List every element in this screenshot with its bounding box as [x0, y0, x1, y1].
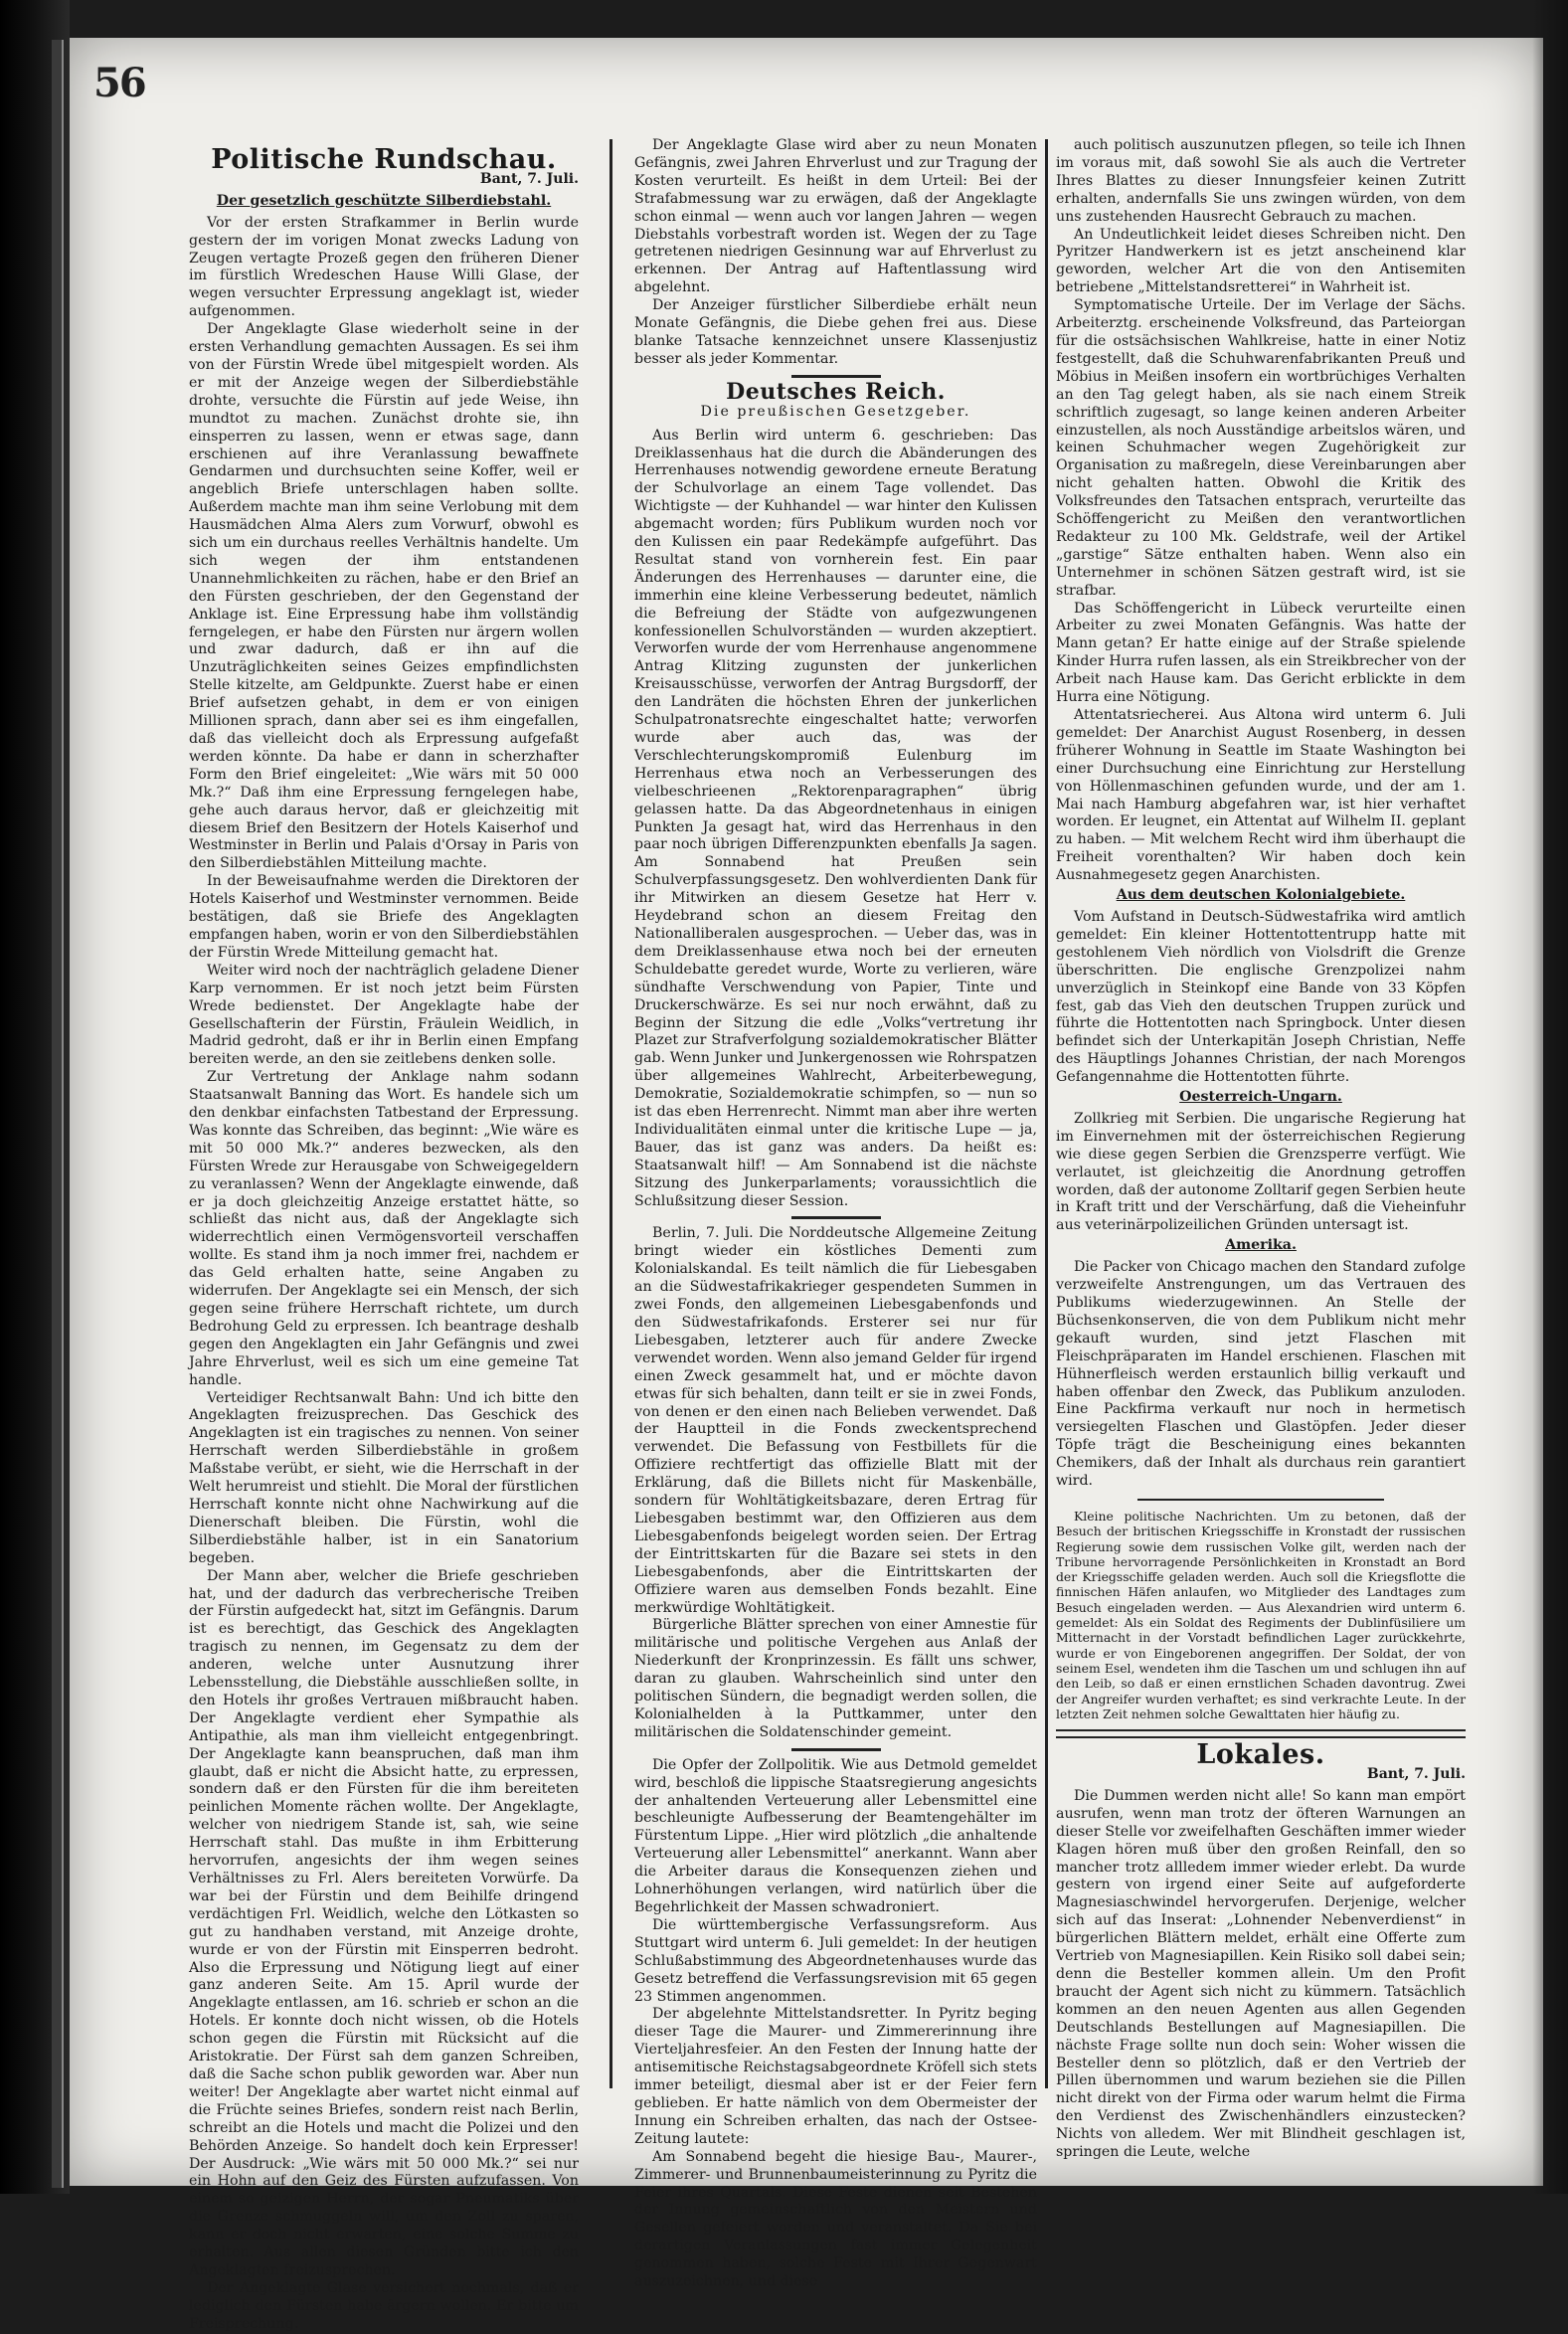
- separator: [791, 1216, 881, 1219]
- section-title-lokales: Lokales.: [1196, 1739, 1325, 1771]
- article-paragraph: Vor der ersten Strafkammer in Berlin wurde gestern der im vorigen Monat zwecks Ladung von Zeugen vertagte Prozeß gegen den früheren Diener im fürstlich Wredeschen Hause Willi Glase, der wegen versuchter Erpressung angeklagt ist, wieder aufgenommen.: [189, 214, 579, 320]
- separator: [791, 375, 881, 378]
- column-2: [634, 137, 1037, 2290]
- section-heading-kolonial: Aus dem deutschen Kolonialgebiete.: [1116, 887, 1406, 904]
- article-paragraph: Zollkrieg mit Serbien. Die ungarische Regierung hat im Einvernehmen mit der österreichischen Regierung wie diese gegen Serbien die Grenzsperre verfügt. Wie verlautet, ist gleichzeitig die Anordnung getroffen worden, daß der autonome Zolltarif gegen Serbien heute in Kraft tritt und der Verschärfung, daß die Vieheinfuhr aus veterinärpolizeilichen Gründen untersagt ist.: [1056, 1110, 1466, 1234]
- separator: [791, 1748, 881, 1751]
- column-rule-1: [610, 139, 612, 2088]
- article-paragraph: Symptomatische Urteile. Der im Verlage der Sächs. Arbeiterztg. erscheinende Volksfreund, das Parteiorgan für die ostsächsischen Wahlkreise, hatte in einer Notiz festgestellt, daß die Schuhwarenfabrikanten Preuß und Möbius in Meißen insofern ein wortbrüchiges Verhalten an den Tag gelegt haben, als sie nach einem Streik schriftlich zugesagt, so lange keinen anderen Arbeiter einzustellen, als noch Ausständige arbeitslos wären, und keinen Schuhmacher wegen Zugehörigkeit zur Organisation zu maßregeln, diese Vereinbarungen aber nicht gehalten hatten. Obwohl die Kritik des Volksfreundes den Tatsachen entsprach, verurteilte das Schöffengericht zu Meißen den verantwortlichen Redakteur zu 100 Mk. Geldstrafe, weil der Artikel „garstige“ Sätze enthalten haben. Wenn also ein Unternehmer in schönen Sätzen gestraft wird, ist sie strafbar.: [1056, 297, 1466, 599]
- article-headline: Der gesetzlich geschützte Silberdiebstahl.: [216, 192, 552, 209]
- article-paragraph: Weiter wird noch der nachträglich geladene Diener Karp vernommen. Er ist noch jetzt beim Fürsten Wrede bedienstet. Der Angeklagte habe der Gesellschafterin der Fürstin, Fräulein Weidlich, in Madrid gedroht, daß er ihr in Berlin einen Empfang bereiten werde, an den sie zeitlebens denken solle.: [189, 962, 579, 1068]
- article-paragraph: Die württembergische Verfassungsreform. Aus Stuttgart wird unterm 6. Juli gemeldet: In der heutigen Schlußabstimmung des Abgeordnetenhauses wurde das Gesetz betreffend die Verfassungsrevision mit 65 gegen 23 Stimmen angenommen.: [634, 1916, 1037, 2005]
- article-paragraph: Das Schöffengericht in Lübeck verurteilte einen Arbeiter zu zwei Monaten Gefängnis. Was hatte der Mann getan? Er hatte einige auf der Straße spielende Kinder Hurra rufen lassen, als ein Streikbrecher von der Arbeit nach Hause kam. Das Gericht erblickte in dem Hurra eine Nötigung.: [1056, 600, 1466, 706]
- article-paragraph: Attentatsriecherei. Aus Altona wird unterm 6. Juli gemeldet: Der Anarchist August Rosenberg, in dessen früherer Wohnung in Seattle im Staate Washington bei einer Durchsuchung eine Einrichtung zur Herstellung von Höllenmaschinen gefunden wurde, und der am 1. Mai nach Hamburg abgefahren war, ist hier verhaftet worden. Er leugnet, ein Attentat auf Wilhelm II. geplant zu haben. — Mit welchem Recht wird ihm überhaupt die Freiheit vorenthalten? Wir haben doch kein Ausnahmegesetz gegen Anarchisten.: [1056, 707, 1466, 884]
- separator: [1137, 1499, 1383, 1501]
- article-paragraph: auch politisch auszunutzen pflegen, so teile ich Ihnen im voraus mit, daß sowohl Sie als auch die Vertreter Ihres Blattes zu dieser Innungsfeier keinen Zutritt erhalten, andernfalls Sie uns zwingen würden, von dem uns zustehenden Hausrecht Gebrauch zu machen.: [1056, 137, 1466, 225]
- article-paragraph: Der Mann aber, welcher die Briefe geschrieben hat, und der dadurch das verbrecherische Treiben der Fürstin aufgedeckt hat, sitzt im Gefängnis. Darum ist es berechtigt, das Geschick des Angeklagten tragisch zu nennen, im Gegensatz zu dem der anderen, welche unter Ausnutzung ihrer Lebensstellung, die Diebstähle ausschließen sollte, in den Hotels ihr großes Vertrauen mißbraucht haben. Der Angeklagte verdient eher Sympathie als Antipathie, als man ihm vielleicht entgegenbringt. Der Angeklagte kann beanspruchen, daß man ihm glaubt, daß er nicht die Absicht hatte, zu erpressen, sondern daß er den Fürsten für die ihm bereiteten peinlichen Momente rächen wollte. Der Angeklagte, welcher von niedrigem Stande ist, sah, wie seine Herrschaft stahl. Das mußte in ihm Erbitterung hervorrufen, angesichts der ihm wegen seines Verhältnisses zu Frl. Alers bereiteten Vorwürfe. Da war bei der Fürstin und dem Beihilfe dringend verdächtigen Frl. Weidlich, welche den Lötkasten so gut zu handhaben verstand, mit Anzeige drohte, wurde er von der Fürstin mit Einsperren bedroht. Also die Erpressung und Nötigung liegt auf einer ganz anderen Seite. Am 15. April wurde der Angeklagte entlassen, am 16. schrieb er schon an die Hotels. Er konnte doch nicht wissen, ob die Hotels schon gegen die Fürstin mit Rücksicht auf die Aristokratie. Der Fürst sah dem ganzen Schreiben, daß die Sache schon publik geworden war. Aber nun weiter! Der Angeklagte aber wartet nicht einmal auf die Früchte seines Briefes, sondern reist nach Berlin, schreibt an die Hotels und macht die Polizei und den Behörden Anzeige. So handelt doch kein Erpresser! Der Ausdruck: „Wie wärs mit 50 000 Mk.?“ sei nur ein Hohn auf den Geiz des Fürsten aufzufassen. Von einem so geizigen Herrn, der sogar Pneumatiks über die Grenze schmuggeln will, um den Zoll zu sparen, kann er doch nicht erwarten, eine solche Summe zu erhalten. Aus allen diesen Gründen bitte ich den Angeklagten freizusprechen.: [189, 1567, 579, 2278]
- article-paragraph: Bürgerliche Blätter sprechen von einer Amnestie für militärische und politische Vergehen aus Anlaß der Niederkunft der Kronprinzessin. Es fällt uns schwer, daran zu glauben. Wahrscheinlich sind unter den politischen Sündern, die begnadigt werden sollen, die Kolonialhelden à la Puttkammer, unter den militärischen die Soldatenschinder gemeint.: [634, 1617, 1037, 1740]
- section-heading-oesterreich: Oesterreich-Ungarn.: [1179, 1089, 1342, 1106]
- small-news-paragraph: Kleine politische Nachrichten. Um zu betonen, daß der Besuch der britischen Kriegsschiffe in Kronstadt der russischen Regierung sowie dem russischen Volke gilt, werden nach der Tribune hervorragende Persönlichkeiten in Kronstadt an Bord der Kriegsschiffe geladen werden. Auch soll die Kriegsflotte die finnischen Häfen anlaufen, wo Mitglieder des Landtages zum Besuch eingeladen werden. — Aus Alexandrien wird unterm 6. gemeldet: Als ein Soldat des Regiments der Dublinfüsiliere um Mitternacht in der Vorstadt befindlichen Lager zurückkehrte, wurde er von Eingeborenen angegriffen. Der Soldat, der von seinem Esel, wendeten ihm die Taschen um und schlugen ihn auf den Leib, so daß er einen ernstlichen Schaden davontrug. Zwei der Angreifer wurden verhaftet; es sind verkrachte Leute. In der letzten Zeit nehmen solche Gewalttaten hier häufig zu.: [1056, 1508, 1466, 1721]
- article-paragraph: Aus Berlin wird unterm 6. geschrieben: Das Dreiklassenhaus hat die durch die Abänderungen des Herrenhauses notwendig gewordene erneute Beratung der Schulvorlage an einem Tage vollendet. Das Wichtigste — der Kuhhandel — war hinter den Kulissen abgemacht worden; fürs Publikum wurden noch vor den Kulissen ein paar Redekämpfe aufgeführt. Das Resultat stand von vornherein fest. Ein paar Änderungen des Herrenhauses — darunter eine, die immerhin eine kleine Verbesserung bedeutet, nämlich die Befreiung der Städte von aufgezwungenen konfessionellen Schulvorständen — wurden akzeptiert. Verworfen wurde der vom Herrenhause angenommene Antrag Klitzing zugunsten der junkerlichen Kreisausschüsse, verworfen der Antrag Burgsdorff, der den Landräten die höchsten Ehren der junkerlichen Schulpatronatsrechte eingeschaltet hatte; verworfen wurde aber auch das, was der Verschlechterungskompromiß Eulenburg im Herrenhaus etwa noch an Verbesserungen des vielbeschrieenen „Rektorenparagraphen“ übrig gelassen hatte. Da das Abgeordnetenhaus in einigen Punkten Ja gesagt hat, wird das Herrenhaus in den paar noch übrigen Differenzpunkten ebenfalls Ja sagen. Am Sonnabend hat Preußen sein Schulverpfassungsgesetz. Den wohlverdienten Dank für ihr Mitwirken an diesem Gesetze hat Herr v. Heydebrand schon an diesem Freitag den Nationalliberalen ausgesprochen. — Ueber das, was in dem Dreiklassenhause etwa noch bei der erneuten Schuldebatte geredet wurde, Worte zu verlieren, wäre sündhafte Verschwendung von Papier, Tinte und Druckerschwärze. Es sei nur noch erwähnt, daß zu Beginn der Sitzung die edle „Volks“vertretung ihr Plazet zur Strafverfolgung sozialdemokratischer Blätter gab. Wenn Junker und Junkergenossen wie Rohrspatzen über allgemeines Wahlrecht, Arbeiterbewegung, Demokratie, Sozialdemokratie schimpfen, so — nun so ist das eben Herrenrecht. Nimmt man aber ihre werten Individualitäten einmal unter die kritische Lupe — ja, Bauer, das ist ganz was anders. Da heißt es: Staatsanwalt hilf! — Am Sonnabend ist die nächste Sitzung des Junkerparlaments; voraussichtlich die Schlußsitzung dieser Session.: [634, 427, 1037, 1209]
- article-paragraph: Die Opfer der Zollpolitik. Wie aus Detmold gemeldet wird, beschloß die lippische Staatsregierung angesichts der anhaltenden Verteuerung aller Lebensmittel eine beschleunigte Aufbesserung der Beamtengehälter im Fürstentum Lippe. „Hier wird plötzlich „die anhaltende Verteuerung aller Lebensmittel“ anerkannt. Wann aber die Arbeiter daraus die Konsequenzen ziehen und Lohnerhöhungen verlangen, wird natürlich über die Begehrlichkeit der Massen schwadroniert.: [634, 1756, 1037, 1915]
- article-paragraph: Der Angeklagte Glase wiederholt seine in der ersten Verhandlung gemachten Aussagen. Es sei ihm von der Fürstin Wrede übel mitgespielt worden. Als er mit der Anzeige wegen der Silberdiebstähle drohte, versuchte die Fürstin auf jede Weise, ihn mundtot zu machen. Zunächst drohte sie, ihn einsperren zu lassen, wenn er etwas sage, dann erschienen auf ihre Veranlassung bewaffnete Gendarmen und durchsuchten seine Koffer, weil er angeblich Briefe unterschlagen haben sollte. Außerdem machte man ihm seine Verlobung mit dem Hausmädchen Alma Alers zum Vorwurf, obwohl es sich um ein durchaus reelles Verhältnis handelte. Um sich wegen der ihm entstandenen Unannehmlichkeiten zu rächen, habe er den Brief an den Fürsten geschrieben, der den Gegenstand der Anklage ist. Eine Erpressung habe ihm vollständig ferngelegen, er habe den Fürsten nur ärgern wollen und zwar dadurch, daß er ihn auf die Unzuträglichkeiten seines Geizes empfindlichsten Stelle kitzelte, am Geldpunkte. Zuerst habe er einen Brief aufsetzen gehabt, in dem er von einigen Millionen sprach, dann aber sei es ihm eingefallen, daß das vielleicht doch als Erpressung aufgefaßt werden könnte. Da habe er dann in scherzhafter Form den Brief eingeleitet: „Wie wärs mit 50 000 Mk.?“ Daß ihm eine Erpressung ferngelegen habe, gehe auch daraus hervor, daß er gleichzeitig mit diesem Brief den Besitzern der Hotels Kaiserhof und Westminster in Berlin und Palais d'Orsay in Paris von den Silberdiebstählen Mitteilung machte.: [189, 321, 579, 872]
- article-paragraph: Der Angeklagte Glase versichert nochmals, daß er lediglich den Fürsten habe ärgern wollen. Er bitte um Freisprechung.: [189, 2279, 579, 2332]
- article-paragraph: Der Anzeiger fürstlicher Silberdiebe erhält neun Monate Gefängnis, die Diebe gehen frei aus. Diese blanke Tatsache kennzeichnet unsere Klassenjustiz besser als jeder Kommentar.: [634, 297, 1037, 367]
- article-paragraph: Der Angeklagte Glase wird aber zu neun Monaten Gefängnis, zwei Jahren Ehrverlust und zur Tragung der Kosten verurteilt. Es heißt in dem Urteil: Bei der Strafabmessung war zu erwägen, daß der Angeklagte schon einmal — wenn auch vor langen Jahren — wegen Diebstahls vorbestraft worden ist. Wegen der zu Tage getretenen niedrigen Gesinnung war auf Ehrverlust zu erkennen. Der Antrag auf Haftentlassung wird abgelehnt.: [634, 137, 1037, 296]
- dateline: Bant, 7. Juli.: [1366, 1766, 1466, 1783]
- article-paragraph: Am Sonnabend begeht die hiesige Bau-, Maurer-, Zimmerer- und Brunnenbaumeisterinnung zu Pyritz die Feier ihres Quartals. Diese Feste dienen seit Bestehen der Innung gemeinschaftlich von den Meistern und Gesellen gefeiert worden und veranstaltet. Da Sie bei derartigen Veranlassungen fast immer Gelegenheit genommen haben, solche Feste mit Ihrer Gegenwart auszuzeichnen, und diese: [634, 2148, 1037, 2290]
- section-title-deutsches-reich: Deutsches Reich.: [726, 378, 946, 405]
- column-rule-2: [1045, 139, 1048, 2088]
- page-edge: [52, 40, 64, 2188]
- article-paragraph: Die Packer von Chicago machen den Standard zufolge verzweifelte Anstrengungen, um das Vertrauen des Publikums wiederzugewinnen. An Stelle der Büchsenkonserven, die von dem Publikum nicht mehr gekauft wurden, sind jetzt Flaschen mit Fleischpräparaten im Handel erschienen. Flaschen mit Hühnerfleisch werden erstaunlich billig verkauft und haben offenbar den Zweck, das Publikum anzuloden. Eine Packfirma verkauft nur noch in hermetisch versiegelten Flaschen und Glastöpfen. Jeder dieser Töpfe trägt die Bescheinigung eines bekannten Chemikers, daß der Inhalt als durchaus rein garantiert wird.: [1056, 1259, 1466, 1490]
- article-paragraph: An Undeutlichkeit leidet dieses Schreiben nicht. Den Pyritzer Handwerkern ist es jetzt anscheinend klar geworden, welcher Art die von den Antisemiten betriebene „Mittelstandsretterei“ in Wahrheit ist.: [1056, 226, 1466, 296]
- dateline: Bant, 7. Juli.: [479, 170, 579, 187]
- double-separator: [1056, 1729, 1466, 1738]
- article-paragraph: Berlin, 7. Juli. Die Norddeutsche Allgemeine Zeitung bringt wieder ein köstliches Dementi zum Kolonialskandal. Es teilt nämlich die für Liebesgaben an die Südwestafrikakrieger gespendeten Summen in zwei Fonds, den allgemeinen Liebesgabenfonds und den Südwestafrikafonds. Ersterer sei nur für Liebesgaben, letzterer auch für andere Zwecke verwendet worden. Wenn also jemand Gelder für irgend einen Zweck gesammelt hat, und er möchte davon etwas für sich behalten, dann teilt er sie in zwei Fonds, von denen er den einen nach Belieben verwendet. Daß der Hauptteil in die Fonds zweckentsprechend verwendet. Die Befassung von Festbillets für die Offiziere rechtfertigt das offizielle Blatt mit der Erklärung, daß die Billets nicht für Maskenbälle, sondern für Wohltätigkeitsbazare, deren Ertrag für Liebesgaben bestimmt war, den Offizieren aus dem Liebesgabenfonds beigelegt worden seien. Der Ertrag der Eintrittskarten für die Bazare sei stets in den Liebesgabenfonds, aber die Eintrittskarten der Offiziere waren aus demselben Fonds bezahlt. Eine merkwürdige Wohltätigkeit.: [634, 1225, 1037, 1616]
- article-paragraph: Verteidiger Rechtsanwalt Bahn: Und ich bitte den Angeklagten freizusprechen. Das Geschick des Angeklagten ist ein tragisches zu nennen. Von seiner Herrschaft werden Silberdiebstähle in großem Maßstabe verübt, er sieht, wie die Herrschaft in der Welt herumreist und stiehlt. Die Moral der fürstlichen Herrschaft konnte nicht ohne Nachwirkung auf die Dienerschaft bleiben. Die Fürstin, wohl die Silberdiebstähle halber, ist in ein Sanatorium begeben.: [189, 1389, 579, 1566]
- column-1: [189, 144, 579, 2332]
- right-shadow: [1532, 0, 1568, 2194]
- page-number: 56: [93, 60, 145, 106]
- article-paragraph: Zur Vertretung der Anklage nahm sodann Staatsanwalt Banning das Wort. Es handele sich um den denkbar einfachsten Tatbestand der Erpressung. Was konnte das Schreiben, das beginnt: „Wie wäre es mit 50 000 Mk.?“ anderes bezwecken, als den Fürsten Wrede zur Herausgabe von Schweigegeldern zu veranlassen? Wenn der Angeklagte einwende, daß er ja doch gleichzeitig Anzeige erstattet hätte, so schließt das nicht aus, daß der Angeklagte sich widerrechtlich einen Vermögensvorteil verschaffen wollte. Es stand ihm ja noch immer frei, nachdem er das Geld erhalten hatte, seine Angaben zu widerrufen. Der Angeklagte sei ein Mensch, der sich gegen seine frühere Herrschaft richtete, um durch Bedrohung Geld zu erpressen. Ich beantrage deshalb gegen den Angeklagten ein Jahr Gefängnis und zwei Jahre Ehrverlust, weil es sich um eine gemeine Tat handle.: [189, 1069, 579, 1388]
- article-paragraph: Die Dummen werden nicht alle! So kann man empört ausrufen, wenn man trotz der öfteren Warnungen an dieser Stelle vor zweifelhaften Geschäften immer wieder Klagen hören muß über den großen Reinfall, den so mancher trotz allledem immer wieder erlebt. Da wurde gestern von irgend einer Seite auf aufgeforderte Magnesiaschwindel hervorgerufen. Derjenige, welcher sich auf das Inserat: „Lohnender Nebenverdienst“ in bürgerlichen Blättern meldet, erhält eine Offerte zum Vertrieb von Magnesiapillen. Kein Risiko soll dabei sein; denn die Besteller kommen allein. Um den Profit braucht der Agent sich nicht zu kümmern. Tatsächlich kommen an den neuen Agenten aus allen Gegenden Deutschlands Bestellungen auf Magnesiapillen. Die nächste Frage sollte nun doch sein: Woher wissen die Besteller denn so plötzlich, daß er den Vertrieb der Pillen übernommen und warum beziehen sie die Pillen nicht direkt von der Firma oder warum helmt die Firma den Verdienst des Zwischenhändlers einzustecken? Nichts von alledem. Wer mit Blindheit geschlagen ist, springen die Leute, welche: [1056, 1787, 1466, 2161]
- subheading: Die preußischen Gesetzgeber.: [700, 403, 971, 420]
- section-heading-amerika: Amerika.: [1225, 1237, 1297, 1254]
- article-paragraph: Der abgelehnte Mittelstandsretter. In Pyritz beging dieser Tage die Maurer- und Zimmererinnung ihre Vierteljahresfeier. An den Festen der Innung hatte der antisemitische Reichstagsabgeordnete Kröfell sich stets immer beteiligt, diesmal aber ist er der Feier fern geblieben. Er hatte nämlich von dem Obermeister der Innung ein Schreiben erhalten, das nach der Ostsee-Zeitung lautete:: [634, 2006, 1037, 2147]
- section-title-politische-rundschau: Politische Rundschau.: [211, 144, 557, 175]
- column-3: [1056, 137, 1466, 2161]
- article-paragraph: In der Beweisaufnahme werden die Direktoren der Hotels Kaiserhof und Westminster vernommen. Beide bestätigen, daß sie Briefe des Angeklagten empfangen haben, worin er von den Silberdiebstählen der Fürstin Wrede Mitteilung gemacht hat.: [189, 873, 579, 961]
- article-paragraph: Vom Aufstand in Deutsch-Südwestafrika wird amtlich gemeldet: Ein kleiner Hottentottentrupp hatte mit gestohlenem Vieh nördlich von Violsdrift die Grenze überschritten. Die englische Grenzpolizei nahm unverzüglich in Steinkopf eine Bande von 33 Köpfen fest, gab das Vieh den deutschen Truppen zurück und führte die Hottentotten nach Springbock. Unter diesen befindet sich der Unterkapitän Joseph Christian, Neffe des Häuptlings Johannes Christian, der nach Morengos Gefangennahme die Hottentotten führte.: [1056, 908, 1466, 1086]
